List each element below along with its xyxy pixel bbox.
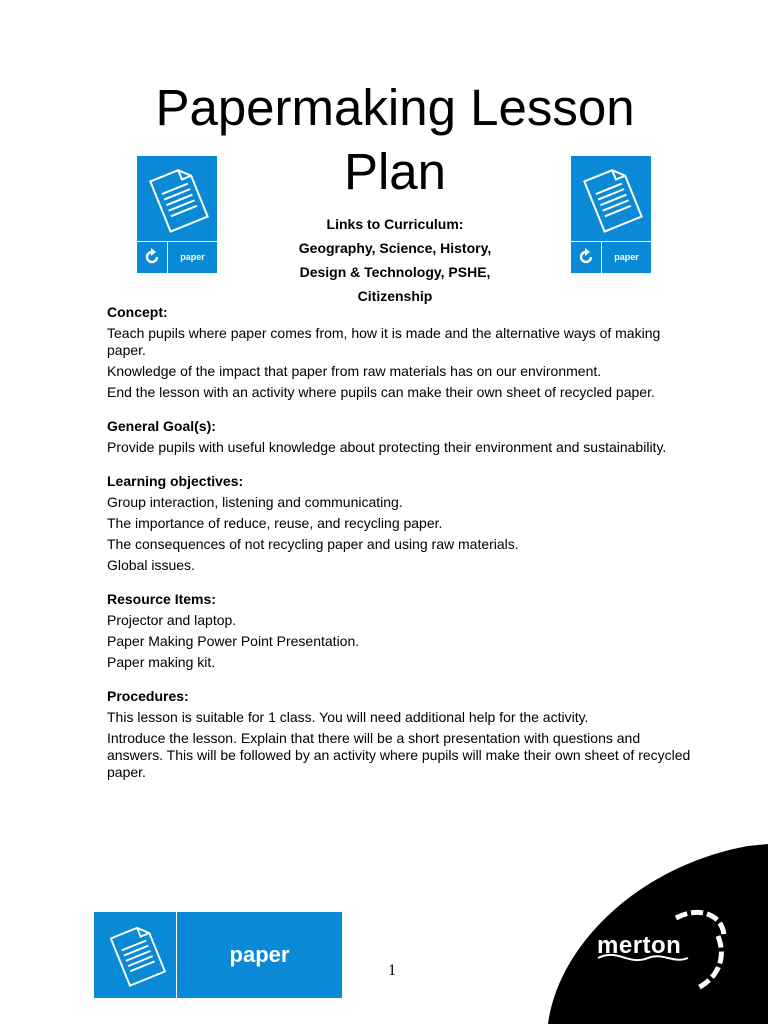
section-concept xyxy=(107,304,697,401)
recycle-arrow-icon xyxy=(576,247,596,267)
section-line: Introduce the lesson. Explain that there will be a short presentation with questions and answers. This will be followed by an activity where pupils will make their own sheet of recycled paper. xyxy=(107,730,691,780)
lesson-plan-body xyxy=(107,304,697,798)
section-line: Global issues. xyxy=(107,557,195,573)
section-line: Paper making kit. xyxy=(107,654,216,670)
section-line: Projector and laptop. xyxy=(107,612,237,628)
merton-logo xyxy=(548,836,768,1024)
section-line: The consequences of not recycling paper and using raw materials. xyxy=(107,536,519,552)
curriculum-links-line: Geography, Science, History, xyxy=(298,240,492,256)
section-line: End the lesson with an activity where pupils can make their own sheet of recycled paper. xyxy=(107,384,655,400)
section-heading: Procedures: xyxy=(107,688,189,704)
curriculum-links-line: Design & Technology, PSHE, xyxy=(299,264,491,280)
section-learning-objectives xyxy=(107,473,697,574)
section-line: Teach pupils where paper comes from, how it is made and the alternative ways of making paper. xyxy=(107,325,661,358)
recycle-arrow-icon xyxy=(142,247,162,267)
section-general-goals xyxy=(107,418,697,456)
paper-document-icon xyxy=(145,164,209,234)
curriculum-links-line: Citizenship xyxy=(357,288,433,304)
curriculum-links xyxy=(270,212,520,308)
section-heading: Concept: xyxy=(107,304,168,320)
curriculum-links-heading: Links to Curriculum: xyxy=(326,216,464,232)
paper-document-icon xyxy=(104,922,168,988)
section-line: The importance of reduce, reuse, and recycling paper. xyxy=(107,515,443,531)
section-line: Group interaction, listening and communicating. xyxy=(107,494,403,510)
merton-logo-text: merton xyxy=(597,932,682,959)
paper-recycling-badge-left xyxy=(137,156,217,273)
page-number: 1 xyxy=(388,962,396,979)
banner-label: paper xyxy=(229,942,290,967)
section-line: Provide pupils with useful knowledge about protecting their environment and sustainability. xyxy=(107,439,667,455)
section-line: This lesson is suitable for 1 class. You will need additional help for the activity. xyxy=(107,709,589,725)
badge-label: paper xyxy=(180,252,205,262)
section-heading: General Goal(s): xyxy=(107,418,216,434)
badge-label: paper xyxy=(614,252,639,262)
paper-recycling-banner xyxy=(94,912,342,998)
section-heading: Learning objectives: xyxy=(107,473,244,489)
section-heading: Resource Items: xyxy=(107,591,216,607)
paper-document-icon xyxy=(579,164,643,234)
section-line: Knowledge of the impact that paper from raw materials has on our environment. xyxy=(107,363,602,379)
section-line: Paper Making Power Point Presentation. xyxy=(107,633,360,649)
page-title: Papermaking Lesson Plan xyxy=(155,79,635,200)
section-resource-items xyxy=(107,591,697,671)
section-procedures xyxy=(107,688,697,781)
paper-recycling-badge-right xyxy=(571,156,651,273)
